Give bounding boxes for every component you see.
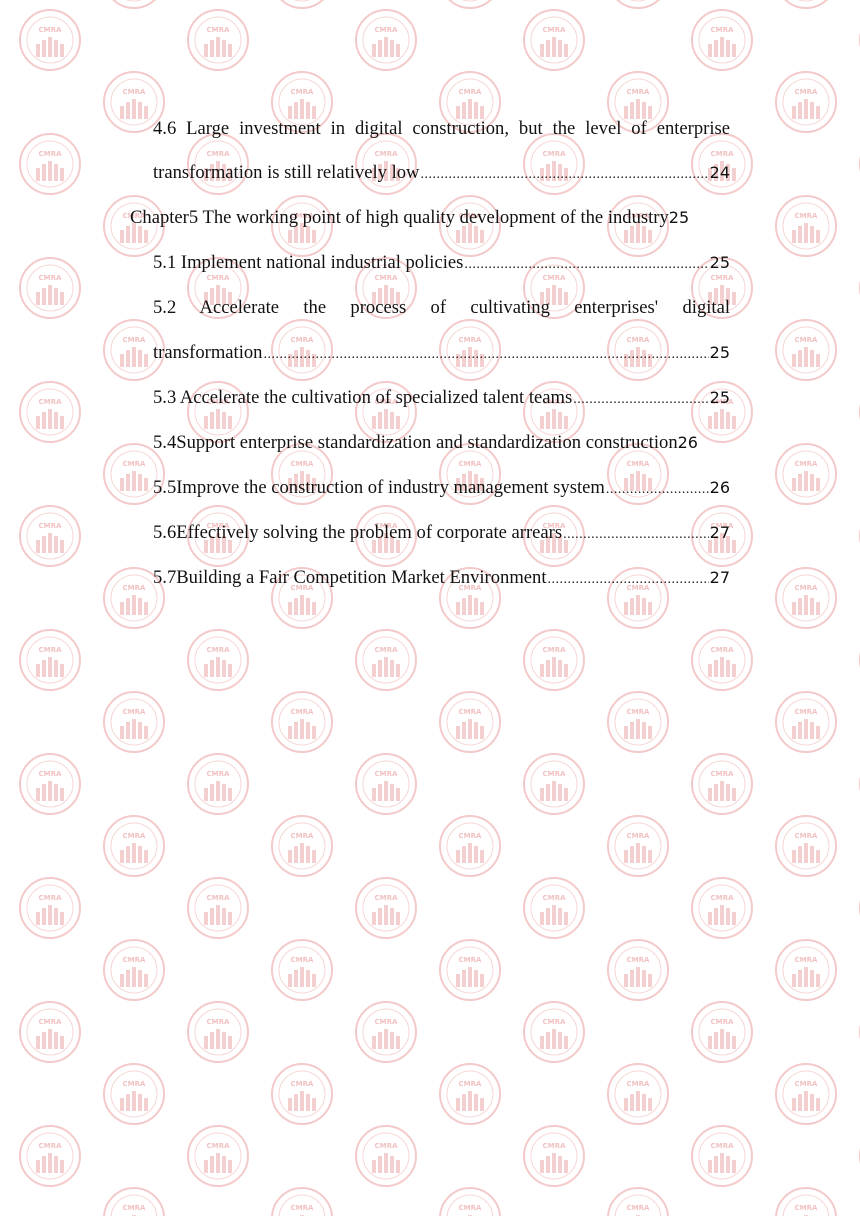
toc-entry-5-6[interactable] <box>153 518 730 548</box>
dot-leader <box>263 340 708 368</box>
toc-entry-title: 5.1 Implement national industrial policies <box>153 252 464 273</box>
toc-page-number: 25 <box>709 388 730 407</box>
toc-entry-title: 5.5Improve the construction of industry management system <box>153 477 605 498</box>
toc-entry-5-2-line1[interactable] <box>153 293 730 323</box>
toc-page-number: 25 <box>668 208 690 227</box>
toc-page-number: 26 <box>677 433 698 452</box>
toc-entry-5-4[interactable] <box>153 428 753 458</box>
toc-page-number: 25 <box>709 343 730 362</box>
toc-page-number: 25 <box>709 253 730 272</box>
dot-leader <box>548 565 709 593</box>
toc-entry-5-2-line2[interactable] <box>153 338 730 368</box>
toc-entry-title: transformation is still relatively low <box>153 162 420 183</box>
toc-chapter-title: Chapter5 The working point of high quality development of the industry <box>130 207 669 228</box>
toc-entry-4-6-line1[interactable] <box>153 114 730 144</box>
toc-page-number: 26 <box>709 478 730 497</box>
toc-entry-5-1[interactable] <box>153 248 730 278</box>
toc-entry-title: 5.2 Accelerate the process of cultivating enterprises' digital <box>153 297 730 318</box>
dot-leader <box>563 520 709 548</box>
toc-entry-4-6-line2[interactable] <box>153 158 730 188</box>
toc-entry-title: 5.4Support enterprise standardization and standardization construction <box>153 432 678 453</box>
toc-page-number: 27 <box>709 523 730 542</box>
toc-entry-title: transformation <box>153 342 263 363</box>
toc-entry-title: 5.3 Accelerate the cultivation of specialized talent teams <box>153 387 573 408</box>
dot-leader <box>573 385 708 413</box>
toc-entry-title: 4.6 Large investment in digital construction, but the level of enterprise <box>153 118 730 139</box>
toc-entry-5-7[interactable] <box>153 563 730 593</box>
toc-entry-title: 5.7Building a Fair Competition Market Environment <box>153 567 547 588</box>
toc-entry-5-3[interactable] <box>153 383 730 413</box>
dot-leader <box>420 160 708 188</box>
toc-page-number: 27 <box>709 568 730 587</box>
toc-page-number: 24 <box>709 163 730 182</box>
toc-chapter-5[interactable] <box>130 203 742 233</box>
dot-leader <box>464 250 708 278</box>
toc-entry-title: 5.6Effectively solving the problem of corporate arrears <box>153 522 563 543</box>
dot-leader <box>606 475 709 503</box>
toc-entry-5-5[interactable] <box>153 473 730 503</box>
